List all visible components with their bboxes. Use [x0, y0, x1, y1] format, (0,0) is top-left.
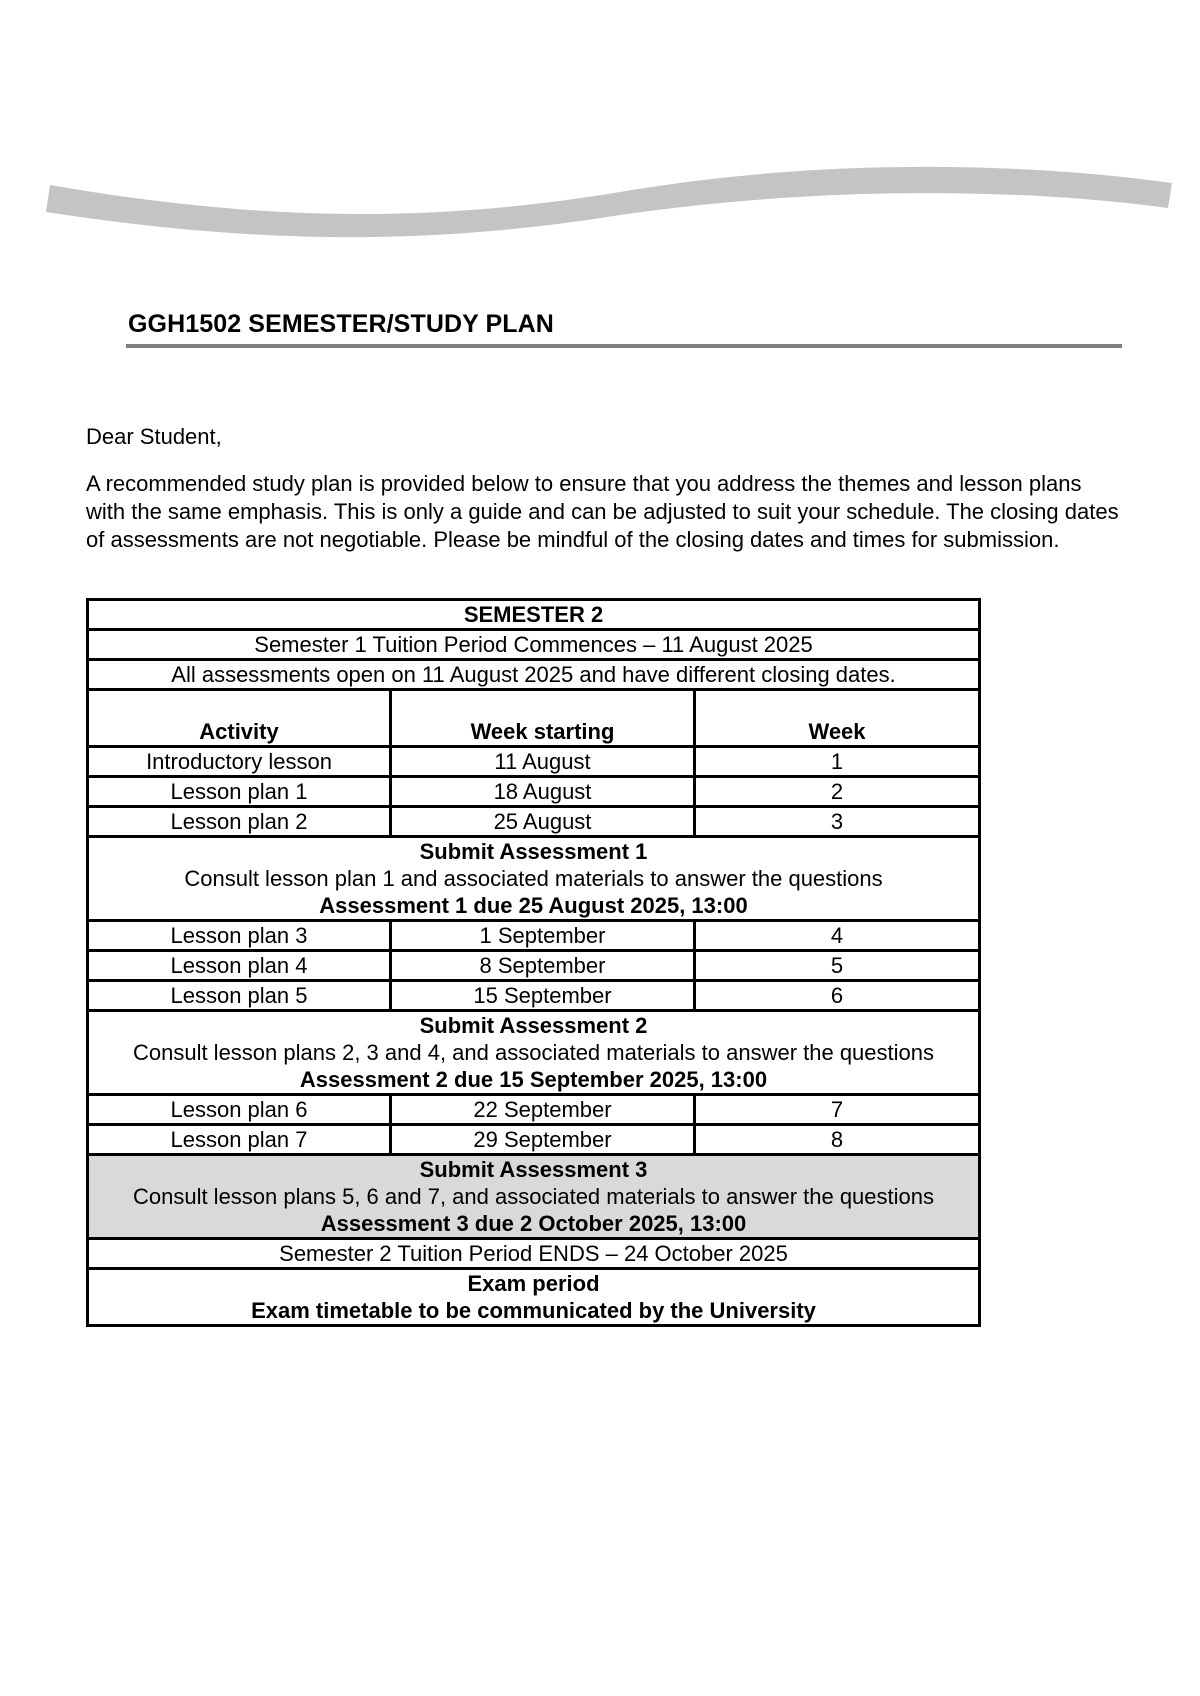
- week-starting-cell: 11 August: [391, 747, 695, 777]
- tuition-end-note: Semester 2 Tuition Period ENDS – 24 October 2025: [88, 1239, 980, 1269]
- swoosh-band: [46, 167, 1172, 237]
- tuition-start-note: Semester 1 Tuition Period Commences – 11 August 2025: [88, 630, 980, 660]
- page-title: GGH1502 SEMESTER/STUDY PLAN: [128, 310, 554, 338]
- week-number-cell: 2: [695, 777, 980, 807]
- column-header-activity: Activity: [88, 690, 391, 747]
- exam-period-block: [88, 1269, 980, 1326]
- activity-cell: Lesson plan 2: [88, 807, 391, 837]
- assessment-heading: Submit Assessment 1: [419, 839, 648, 864]
- table-row: [88, 807, 980, 837]
- assessment-heading: Submit Assessment 2: [419, 1013, 648, 1038]
- column-header-week: Week: [695, 690, 980, 747]
- exam-period-heading: Exam period: [467, 1271, 600, 1296]
- activity-cell: Lesson plan 6: [88, 1095, 391, 1125]
- activity-cell: Lesson plan 3: [88, 921, 391, 951]
- week-number-cell: 3: [695, 807, 980, 837]
- activity-cell: Lesson plan 1: [88, 777, 391, 807]
- assessment-due-date: Assessment 1 due 25 August 2025, 13:00: [319, 893, 748, 918]
- study-plan-table: [86, 598, 981, 1327]
- table-row: [88, 1239, 980, 1269]
- semester-heading: SEMESTER 2: [88, 600, 980, 630]
- week-number-cell: 1: [695, 747, 980, 777]
- week-starting-cell: 22 September: [391, 1095, 695, 1125]
- salutation: Dear Student,: [86, 424, 222, 449]
- assessment-instruction: Consult lesson plans 5, 6 and 7, and associated materials to answer the questions: [132, 1184, 935, 1209]
- table-header-row: [88, 690, 980, 747]
- table-row: [88, 951, 980, 981]
- week-starting-cell: 29 September: [391, 1125, 695, 1155]
- assessments-open-note: All assessments open on 11 August 2025 and have different closing dates.: [88, 660, 980, 690]
- table-row: [88, 660, 980, 690]
- table-row: [88, 1125, 980, 1155]
- intro-paragraph: A recommended study plan is provided below to ensure that you address the themes and lesson plans with the same emphasis. This is only a guide and can be adjusted to suit your schedule. The closing dates of assessments are not negotiable. Please be mindful of the closing dates and times for submission.: [86, 471, 1119, 552]
- exam-timetable-note: Exam timetable to be communicated by the University: [251, 1298, 816, 1323]
- table-row: [88, 1095, 980, 1125]
- table-row: [88, 921, 980, 951]
- assessment-due-date: Assessment 3 due 2 October 2025, 13:00: [320, 1211, 747, 1236]
- assessment-1-block: [88, 837, 980, 921]
- header-swoosh-graphic: [0, 150, 1200, 260]
- week-starting-cell: 15 September: [391, 981, 695, 1011]
- assessment-due-date: Assessment 2 due 15 September 2025, 13:00: [299, 1067, 768, 1092]
- assessment-instruction: Consult lesson plan 1 and associated materials to answer the questions: [184, 866, 883, 891]
- assessment-3-block: [88, 1155, 980, 1239]
- week-starting-cell: 1 September: [391, 921, 695, 951]
- week-starting-cell: 25 August: [391, 807, 695, 837]
- table-row: [88, 747, 980, 777]
- table-row: [88, 981, 980, 1011]
- week-starting-cell: 8 September: [391, 951, 695, 981]
- week-number-cell: 8: [695, 1125, 980, 1155]
- activity-cell: Lesson plan 7: [88, 1125, 391, 1155]
- assessment-2-block: [88, 1011, 980, 1095]
- week-starting-cell: 18 August: [391, 777, 695, 807]
- table-row: [88, 600, 980, 630]
- activity-cell: Introductory lesson: [88, 747, 391, 777]
- table-row: [88, 630, 980, 660]
- week-number-cell: 6: [695, 981, 980, 1011]
- week-number-cell: 5: [695, 951, 980, 981]
- assessment-instruction: Consult lesson plans 2, 3 and 4, and associated materials to answer the questions: [132, 1040, 935, 1065]
- title-underline: [126, 344, 1122, 348]
- column-header-week-starting: Week starting: [391, 690, 695, 747]
- week-number-cell: 4: [695, 921, 980, 951]
- activity-cell: Lesson plan 4: [88, 951, 391, 981]
- table-row: [88, 777, 980, 807]
- activity-cell: Lesson plan 5: [88, 981, 391, 1011]
- week-number-cell: 7: [695, 1095, 980, 1125]
- assessment-heading: Submit Assessment 3: [419, 1157, 648, 1182]
